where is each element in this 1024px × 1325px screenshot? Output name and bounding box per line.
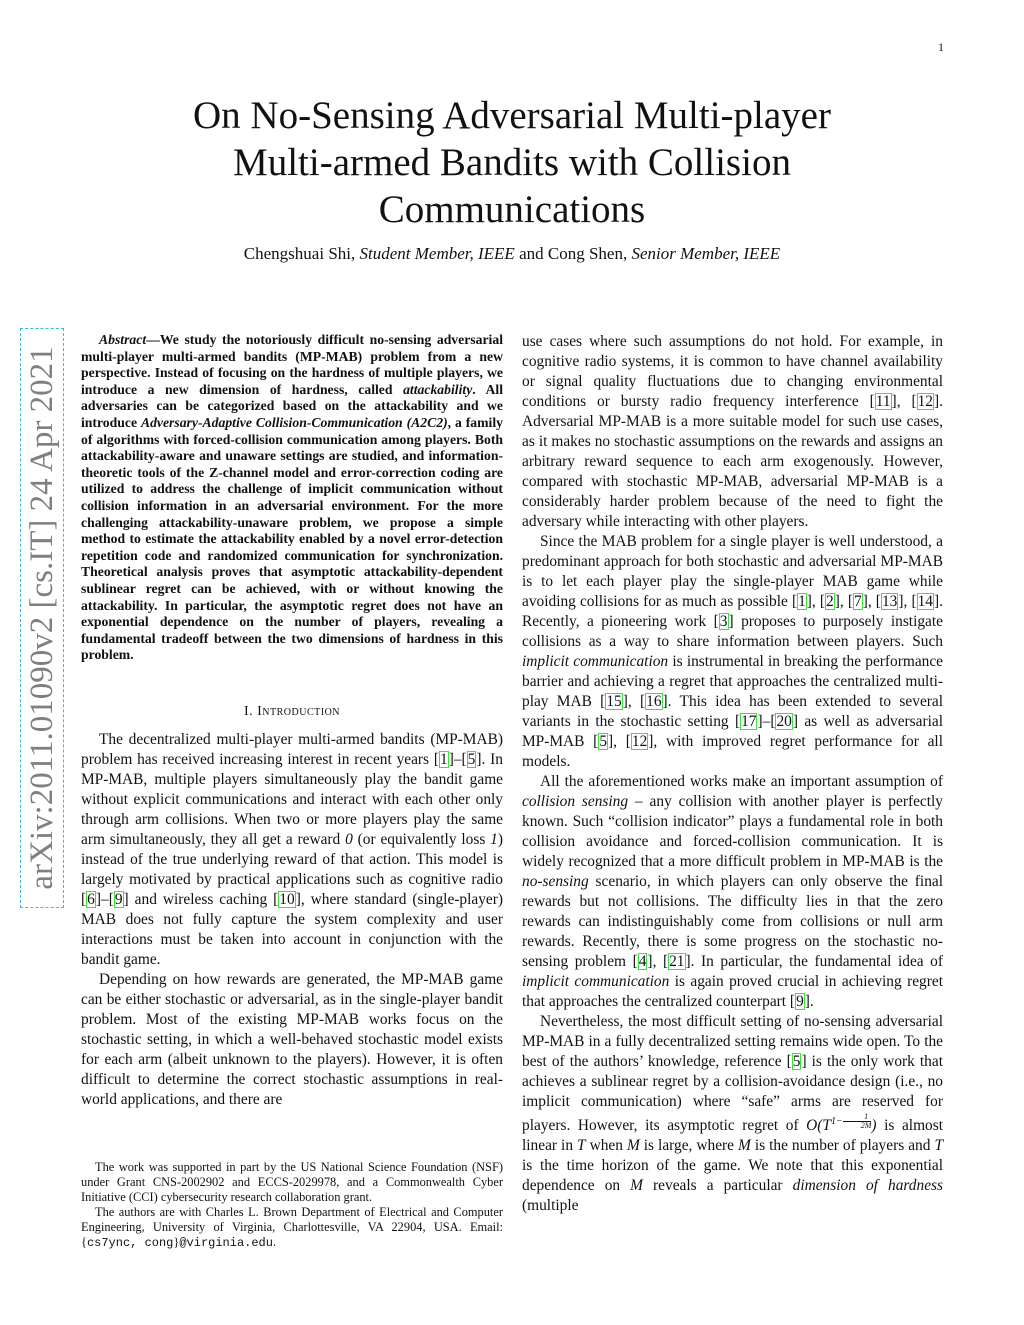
abstract — [81, 332, 503, 664]
citation-link[interactable]: 17 — [741, 713, 757, 730]
citation-link[interactable]: 12 — [917, 393, 933, 410]
abstract-term-a2c2: Adversary-Adaptive Collision-Communication (A2C2) — [140, 414, 448, 430]
abstract-text-3: , a family of algorithms with forced-collision communication among players. Both attackability-aware and unaware settings are studied, and information-theoretic tools of the Z-channel model and error-correction coding are utilized to address the challenge of implicit communication without collision information in an adversarial environment. For the more challenging attackability-unaware problem, we propose a simple method to estimate the attackability enabled by a novel error-detection repetition code and randomized communication for synchronization. Theoretical analysis proves that asymptotic attackability-dependent sublinear regret can be achieved, with or without knowing the attackability. In particular, the asymptotic regret does not have an exponential dependence on the number of players, revealing a fundamental tradeoff between the two dimensions of hardness in this problem. — [81, 414, 503, 663]
citation-link[interactable]: 13 — [881, 593, 898, 610]
author-connector: and Cong Shen, — [519, 244, 628, 263]
abstract-text-1: —We study the notoriously difficult no-sensing adversarial multi-player multi-armed bandits (MP-MAB) problem from a new perspective. Instead of focusing on the hardness of multiple players, we introduce a new dimension of hardness, called — [81, 332, 503, 397]
citation-link[interactable]: 15 — [606, 693, 622, 710]
citation-link[interactable]: 6 — [87, 890, 95, 908]
citation-link[interactable]: 10 — [279, 890, 295, 908]
citation-link[interactable]: 5 — [467, 750, 476, 768]
citation-link[interactable]: 2 — [826, 593, 834, 610]
citation-link[interactable]: 3 — [719, 613, 728, 630]
term-implicit-communication: implicit communication — [522, 653, 669, 670]
section-heading-introduction: I. Introduction — [243, 703, 341, 719]
abstract-term-attackability: attackability — [403, 381, 473, 397]
intro-paragraph-6: Nevertheless, the most difficult setting of no-sensing adversarial MP-MAB in a fully decentralized setting remains wide open. To the best of the authors’ knowledge, reference [5] is the only work that achieves a sublinear regret by a collision-avoidance design (i.e., no implicit communication) where “safe” arms are reserved for players. However, its asymptotic regret of $O(T^{1- \frac{1}{2M}}$ ) is almost linear in T when M is large, where M is the number of players and T is the time horizon of the game. We note that this exponential dependence on M reveals a particular dimension of hardness (multiple — [522, 1013, 944, 1215]
citation-link[interactable]: 11 — [875, 393, 891, 410]
author-1-role: Student Member, IEEE — [359, 244, 515, 263]
term-collision-sensing: collision sensing — [522, 793, 629, 810]
funding-footnote: The work was supported in part by the US National Science Foundation (NSF) under Grant CNS-2002902 and ECCS-2029978, and a Commonwealth Cyber Initiative (CCI) cybersecurity research collaboration grant. — [81, 1160, 503, 1204]
term-dimension-of-hardness: dimension of hardness — [792, 1177, 944, 1195]
page-number: 1 — [938, 40, 944, 54]
left-column — [81, 332, 503, 1110]
author-line — [150, 243, 874, 265]
abstract-text-2: . All adversaries can be categorized based on the attackability and we introduce — [81, 381, 503, 430]
citation-link[interactable]: 1 — [798, 593, 806, 610]
arxiv-identifier: arXiv:2011.01090v2 [cs.IT] 24 Apr 2021 — [24, 346, 60, 890]
citation-link[interactable]: 20 — [776, 713, 792, 730]
term-implicit-communication-2: implicit communication — [522, 973, 670, 990]
citation-link[interactable]: 12 — [631, 733, 648, 750]
intro-paragraph-3: use cases where such assumptions do not hold. For example, in cognitive radio systems, it is common to have channel availability or signal quality fluctuations due to changing environmental conditions or bursty radio frequency interference [11], [12]. Adversarial MP-MAB is a more suitable model for such use cases, as it makes no stochastic assumptions on the rewards and assigns an arbitrary reward sequence to each arm exogenously. However, compared with stochastic MP-MAB, adversarial MP-MAB is a considerably harder problem because of the need to fight the adversary while interacting with other players. — [522, 333, 943, 530]
affiliation-footnote: The authors are with Charles L. Brown Department of Electrical and Computer Engineering, University of Virginia, Charlottesville, VA 22904, USA. Email: {cs7ync, cong}@virginia.edu. — [81, 1205, 503, 1250]
right-column — [522, 332, 943, 1216]
citation-link[interactable]: 16 — [646, 693, 662, 710]
intro-paragraph-5: All the aforementioned works make an important assumption of collision sensing – any collision with another player is perfectly known. Such “collision indicator” plays a fundamental role in both collision avoidance and forced-collision communication. It is widely recognized that a more difficult problem in MP-MAB is the no-sensing scenario, in which players can only observe the final rewards but not collisions. The difficulty lies in that the zero rewards can indistinguishably come from collisions or null arm rewards. Recently, there is some progress on the stochastic no-sensing problem [4], [21]. In particular, the fundamental idea of implicit communication is again proved crucial in achieving regret that approaches the centralized counterpart [9]. — [522, 773, 943, 1010]
citation-link[interactable]: 1 — [439, 750, 448, 768]
citation-link[interactable]: 9 — [114, 890, 123, 908]
citation-link[interactable]: 5 — [599, 733, 608, 750]
math-one: 1 — [490, 830, 498, 848]
citation-link[interactable]: 14 — [917, 593, 933, 610]
email-user-2[interactable]: cong — [144, 1236, 174, 1250]
citation-link[interactable]: 7 — [853, 593, 862, 610]
intro-paragraph-4: Since the MAB problem for a single player is well understood, a predominant approach for both stochastic and adversarial MP-MAB is to let each player play the single-player MAB game while avoiding collisions for as much as possible [1], [2], [7], [13], [14]. Recently, a pioneering work [3] proposes to purposely instigate collisions as a way to share information between players. Such implicit communication is instrumental in breaking the performance barrier and achieving a regret that approaches the centralized multi-play MAB [15], [16]. This idea has been extended to several variants in the stochastic setting [17]–[20] as well as adversarial MP-MAB [5], [12], with improved regret performance for all models. — [522, 533, 944, 770]
email-domain[interactable]: @virginia.edu — [179, 1236, 273, 1250]
citation-link[interactable]: 21 — [669, 953, 685, 970]
math-regret-order: $O(T^{1- \frac{1}{2M}}$ ) — [806, 1112, 877, 1135]
intro-paragraph-2: Depending on how rewards are generated, the MP-MAB game can be either stochastic or adversarial, as in the single-player bandit problem. Most of the existing MP-MAB works focus on the stochastic setting, in which a well-behaved stochastic model exists for each arm (albeit unknown to the players). However, it is often difficult to determine the correct stochastic assumptions in real-world applications, and there are — [81, 970, 503, 1108]
paper-title: On No-Sensing Adversarial Multi-player Multi-armed Bandits with Collision Communications — [193, 94, 831, 231]
math-zero: 0 — [345, 830, 353, 848]
author-2-role: Senior Member, IEEE — [631, 244, 781, 263]
author-1-name: Chengshuai Shi, — [243, 244, 356, 263]
citation-link[interactable]: 5 — [792, 1053, 801, 1070]
abstract-lead: Abstract — [99, 332, 147, 347]
footnotes — [81, 1160, 503, 1251]
term-no-sensing: no-sensing — [522, 873, 589, 890]
email-user-1[interactable]: cs7ync — [86, 1236, 131, 1250]
citation-link[interactable]: 9 — [796, 993, 804, 1010]
citation-link[interactable]: 4 — [638, 953, 647, 970]
intro-paragraph-1: The decentralized multi-player multi-armed bandits (MP-MAB) problem has received increasing interest in recent years [1]–[5]. In MP-MAB, multiple players simultaneously play the bandit game without explicit communications and interact with each other only through arm collisions. When two or more players play the same arm simultaneously, they all get a reward 0 (or equivalently loss 1) instead of the true underlying reward of that action. This model is largely motivated by practical applications such as cognitive radio [6]–[9] and wireless caching [10], where standard (single-player) MAB does not fully capture the system complexity and user interactions must be taken into account in conjunction with the bandit game. — [81, 730, 503, 968]
